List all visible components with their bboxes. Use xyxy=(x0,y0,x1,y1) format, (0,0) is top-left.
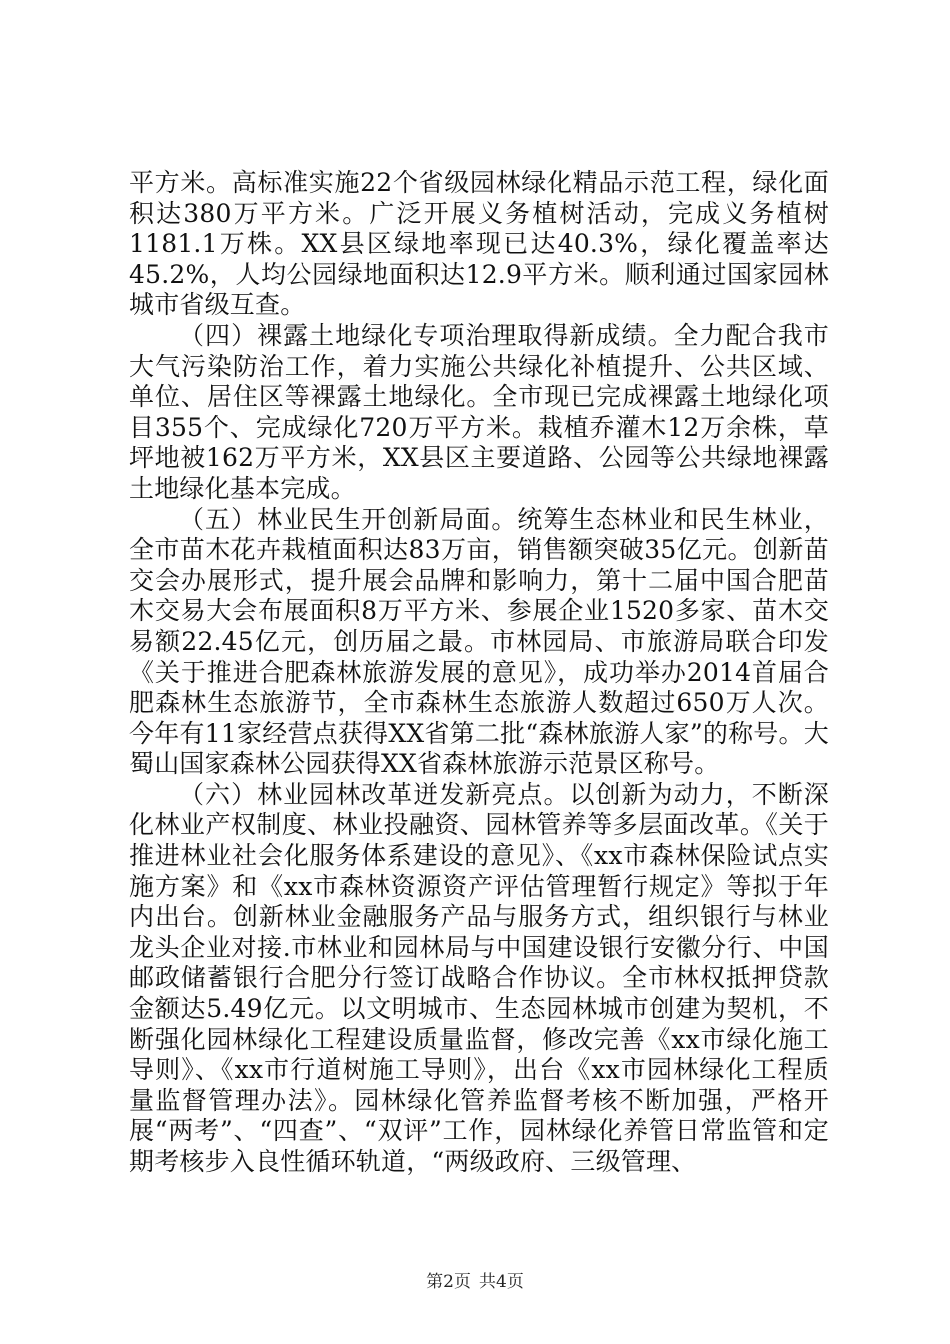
paragraph-2: （四）裸露土地绿化专项治理取得新成绩。全力配合我市大气污染防治工作，着力实施公共绿化补植提升、公共区域、单位、居住区等裸露土地绿化。全市现已完成裸露土地绿化项目355个、完成绿化720万平方米。栽植乔灌木12万余株，草坪地被162万平方米，XX县区主要道路、公园等公共绿地裸露土地绿化基本完成。 xyxy=(129,320,829,503)
document-body xyxy=(129,168,829,1178)
paragraph-3: （五）林业民生开创新局面。统筹生态林业和民生林业，全市苗木花卉栽植面积达83万亩，销售额突破35亿元。创新苗交会办展形式，提升展会品牌和影响力，第十二届中国合肥苗木交易大会布展面积8万平方米、参展企业1520多家、苗木交易额22.45亿元，创历届之最。市林园局、市旅游局联合印发《关于推进合肥森林旅游发展的意见》，成功举办2014首届合肥森林生态旅游节，全市森林生态旅游人数超过650万人次。今年有11家经营点获得XX省第二批“森林旅游人家”的称号。大蜀山国家森林公园获得XX省森林旅游示范景区称号。 xyxy=(129,504,829,779)
page-total: 共4页 xyxy=(479,1272,524,1292)
paragraph-1: 平方米。高标准实施22个省级园林绿化精品示范工程，绿化面积达380万平方米。广泛开展义务植树活动，完成义务植树1181.1万株。XX县区绿地率现已达40.3%，绿化覆盖率达45.2%，人均公园绿地面积达12.9平方米。顺利通过国家园林城市省级互查。 xyxy=(129,168,829,320)
paragraph-4: （六）林业园林改革迸发新亮点。以创新为动力，不断深化林业产权制度、林业投融资、园林管养等多层面改革。《关于推进林业社会化服务体系建设的意见》、《xx市森林保险试点实施方案》和《xx市森林资源资产评估管理暂行规定》等拟于年内出台。创新林业金融服务产品与服务方式，组织银行与林业龙头企业对接.市林业和园林局与中国建设银行安徽分行、中国邮政储蓄银行合肥分行签订战略合作协议。全市林权抵押贷款金额达5.49亿元。以文明城市、生态园林城市创建为契机，不断强化园林绿化工程建设质量监督，修改完善《xx市绿化施工导则》、《xx市行道树施工导则》，出台《xx市园林绿化工程质量监督管理办法》。园林绿化管养监督考核不断加强，严格开展“两考”、“四查”、“双评”工作，园林绿化养管日常监管和定期考核步入良性循环轨道，“两级政府、三级管理、 xyxy=(129,779,829,1176)
page-footer xyxy=(0,1272,950,1292)
page-number: 第2页 xyxy=(426,1272,471,1292)
